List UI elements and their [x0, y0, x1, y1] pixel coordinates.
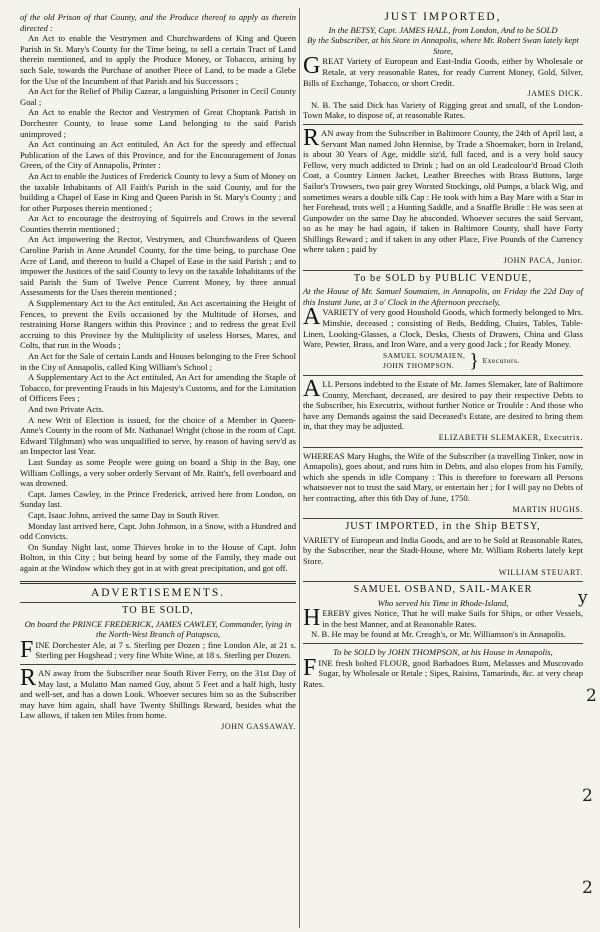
news-paragraph: A Supplementary Act to the Act entituled, An Act ascertaining the Height of Fences, to prevent the Evils occasioned by the Multitude of Horses, and restraining Horse Rangers within this Province ; and to redress the great Evil accruing to this Province by the Multiplicity of useless Horses, Mares, and Colts, that run in the Woods ;: [20, 298, 296, 351]
ad-body: [303, 53, 583, 88]
ad-heading: To be SOLD by JOHN THOMPSON, at his House in Annapolis,: [333, 647, 553, 658]
ad-intro: By the Subscriber, at his Store in Annapolis, where Mr. Robert Swan lately kept Store,: [307, 35, 579, 56]
margin-mark: 2: [586, 686, 597, 706]
news-paragraph: An Act to encourage the destroying of Squirrels and Crows in the several Counties therein mentioned ;: [20, 213, 296, 234]
news-paragraph: An Act for the Relief of Philip Cazear, a languishing Prisoner in Cecil County Goal ;: [20, 86, 296, 107]
news-paragraph: On Sunday Night last, some Thieves broke in to the House of Capt. John Bolton, in this City ; but being heard by some of the Family, they made out again at the Window which they got in at with great precipitation, and got off.: [20, 541, 296, 573]
ad-text: EREBY gives Notice, That he will make Sails for Ships, or other Vessels, in the best Manner, and at Reasonable Rates.: [322, 608, 583, 629]
left-column: [20, 12, 296, 733]
ad-note: N. B. The said Dick has Variety of Rigging great and small, of the London-Town Make, to dispose of, at reasonable Rates.: [303, 99, 583, 121]
news-paragraph: A Supplementary Act to the Act entituled, An Act for amending the Staple of Tobacco, for preventing Frauds in his Majesty's Customs, and for the Limitation of Officers Fees ;: [20, 372, 296, 404]
news-paragraph: An Act for the Sale of certain Lands and Houses belonging to the Free School in the City of Annapolis, called King William's School ;: [20, 351, 296, 372]
ad-body: [303, 124, 583, 255]
ad-note: N. B. He may be found at Mr. Creagh's, or Mr. Williamson's in Annapolis.: [311, 629, 566, 640]
news-paragraph: Capt. James Cawley, in the Prince Frederick, arrived here from London, on Sunday last.: [20, 488, 296, 510]
news-paragraph: Capt. Isaac Johns, arrived the same Day in South River.: [28, 509, 220, 520]
ad-signature: JOHN GASSAWAY.: [221, 722, 296, 731]
news-paragraph: Last Sunday as some People were going on board a Ship in the Bay, one William Collings, a very sober orderly Servant of Mr. Raitt's, fell overboard and was drowned.: [20, 456, 296, 489]
divider: [303, 124, 583, 125]
column-rule: [299, 8, 300, 928]
margin-mark: 2: [582, 878, 593, 898]
ad-intro: In the BETSY, Capt. JAMES HALL, from London, And to be SOLD: [328, 24, 558, 35]
ad-heading: SAMUEL OSBAND, SAIL-MAKER: [353, 584, 533, 596]
news-paragraph: And two Private Acts.: [28, 403, 104, 414]
news-paragraph: An Act continuing an Act entituled, An Act for the speedy and effectual Publication of the Laws of this Province, and for the Encouragement of Jonas Green, of the City of Annapolis, Printer :: [20, 139, 296, 171]
margin-mark: y: [578, 588, 588, 608]
divider: [303, 581, 583, 582]
executor-name: JOHN THOMPSON.: [383, 361, 455, 371]
executor-names: [303, 351, 465, 372]
ad-signature: ELIZABETH SLEMAKER, Executrix.: [438, 432, 583, 442]
executors-label: Executors.: [482, 356, 521, 366]
news-paragraph: An Act to enable the Rector and Vestrymen of Great Choptank Parish in Dorchester County, to lease some Land belonging to the said Parish unimproved ;: [20, 107, 296, 139]
ad-heading: TO BE SOLD,: [122, 605, 194, 617]
ad-heading: JUST IMPORTED,: [384, 11, 502, 23]
margin-mark: 2: [582, 786, 593, 806]
divider: [303, 518, 583, 519]
divider: [20, 602, 296, 603]
drop-cap: G: [303, 53, 321, 80]
ad-text: REAT Variety of European and East-India Goods, either by Wholesale or Retale, at very reasonable Rates, for ready Current Money, Gold, Silver, Bills of Exchange, Tobacco, or short Credit.: [303, 56, 583, 88]
ad-body: [20, 636, 296, 663]
ad-heading: JUST IMPORTED, in the Ship BETSY,: [345, 521, 541, 533]
ad-body: [20, 665, 296, 721]
ad-body: [303, 376, 583, 432]
ad-body: [303, 654, 583, 690]
ad-signature: MARTIN HUGHS.: [512, 504, 583, 514]
drop-cap: F: [303, 654, 317, 681]
divider: [303, 375, 583, 376]
ad-body: VARIETY of European and India Goods, and are to be Sold at Reasonable Rates, by the Subscriber, near the Stadt-House, where Mr. William Roberts lately kept Store.: [303, 534, 583, 566]
ad-text: LL Persons indebted to the Estate of Mr. James Slemaker, late of Baltimore County, Merchant, deceased, are desired to pay their respective Debts to the Subscriber, his Executrix, without further Notice or Trouble : And those who have any Demands against the said Deceased's Estate, are desired to bring them in, that they may be adjusted.: [303, 379, 583, 432]
ad-body: [303, 304, 583, 350]
drop-cap: R: [303, 124, 320, 151]
ad-text: INE fresh bolted FLOUR, good Barbadoes Rum, Melasses and Muscovado Sugar, by Wholesale or Retale ; Sipes, Raisins, Tamarinds, &c. at very cheap Rates.: [303, 657, 583, 689]
drop-cap: F: [20, 636, 34, 663]
divider: [20, 664, 296, 665]
news-paragraph: An Act to enable the Vestrymen and Churchwardens of King and Queen Parish in St. Mary's County for the Time being, to sell a certain Tract of Land therein mentioned, and to apply the Produce Money, or Tobacco, arising by such Sale, towards the Purchase of another Piece of Land, to be made a Glebe for the Use of the Incumbent of that Parish and his Successors ;: [20, 33, 296, 86]
divider: [303, 643, 583, 644]
drop-cap: R: [20, 665, 37, 692]
ad-body: [303, 605, 583, 632]
drop-cap: A: [303, 376, 321, 402]
news-paragraph: A new Writ of Election is issued, for the choice of a Member in Queen-Anne's County in the room of Mr. Nathanael Wright (chose in the room of Capt. Edward Tilghman) who was unqualified to serve, by reason of having serv'd as an Inspector last Year.: [20, 414, 296, 457]
ad-heading: To be SOLD by PUBLIC VENDUE,: [353, 272, 533, 284]
ad-text: INE Dorchester Ale, at 7 s. Sterling per Dozen ; fine London Ale, at 21 s. Sterling per Hogshead ; very fine White Wine, at 18 s. Sterling per Dozen.: [35, 639, 296, 661]
divider: [303, 270, 583, 271]
ad-text: VARIETY of very good Houshold Goods, which formerly belonged to Mrs. Minshie, deceased ; consisting of Beds, Bedding, Chairs, Tables, Table-Linen, Looking-Glasses, a Clock, Desks, Chests of Drawers, China and Glass Ware, Pewter, Brass, and Iron Ware, and a very good Jack ; for Ready Money.: [303, 307, 583, 350]
ad-intro: On board the PRINCE FREDERICK, JAMES CAWLEY, Commander, lying in the North-West Branch of Patapsco,: [24, 618, 292, 640]
ad-text: AN away from the Subscriber in Baltimore County, the 24th of April last, a Servant Man named John Hennise, by Trade a Shoemaker, born in Ireland, is about 30 Years of Age, middle siz'd, full faced, and is a very bold saucy Fellow, very much addicted to Drink ; had on an old Leadcolour'd Broad Cloth Coat, a Country Linnen Jacket, Leather Breeches with Brass Buttons, large Sailor's Trowsers, two pair grey Worsted Stockings, old Pumps, a black Wig, and sometimes wears a double silk Cap : He took with him a Bay Mare with a Star in her Forehead, trots well ; a Hunting Saddle, and a Snaffle Bridle : He was seen at Gunpowder on the same Day he absconded. Whoever secures the said Servant, so as he may be had again, if taken in Baltimore County, shall have Forty Shillings Reward ; and if taken in any other Place, Five Pounds of the Currency where taken ; paid by: [303, 127, 583, 255]
ad-signature: WILLIAM STEUART.: [498, 567, 583, 577]
ad-body: WHEREAS Mary Hughs, the Wife of the Subscriber (a travelling Tinker, now in Annapolis), goes about, and runs him in Debts, and also elopes from his Family, which she spends in idle Company : This is therefore to forewarn all Persons whatsoever not to trust the said Mary, or entertain her ; for I will pay no Debts of her contracting, after this 6th Day of June, 1750.: [303, 450, 583, 503]
right-column: [303, 12, 583, 689]
divider: [303, 447, 583, 448]
ad-intro: At the House of Mr. Samuel Soumaien, in Annapolis, on Friday the 22d Day of this Instant June, at 3 o' Clock in the Afternoon precisely,: [303, 286, 583, 307]
brace-glyph: }: [469, 350, 480, 373]
news-paragraph: An Act to enable the Justices of Frederick County to levy a Sum of Money on the taxable Inhabitants of All Faith's Parish in the said County, and for the building a Chapel of Ease in King and Queen Parish in St. Mary's County ; and for other Purposes therein mentioned ;: [20, 170, 296, 213]
drop-cap: H: [303, 605, 321, 632]
executors-signature: [303, 351, 583, 372]
news-paragraph: Monday last arrived here, Capt. John Johnson, in a Snow, with a Hundred and odd Convicts.: [20, 520, 296, 542]
ad-text: AN away from the Subscriber near South River Ferry, on the 31st Day of May last, a Mulatto Man named Guy, about 5 Feet and a half high, lusty and well-set, and has a down Look. Whoever secures him so as the Subscriber may have him again, shall have Twenty Shillings Reward, besides what the Law allows, if taken ten Miles from home.: [20, 668, 296, 721]
ad-intro: Who served his Time in Rhode-Island,: [377, 597, 509, 608]
news-paragraph: An Act impowering the Rector, Vestrymen, and Churchwardens of Queen Caroline Parish in Anne Arundel County, for the time being, to purchase One Acre of Land, and thereon to build a Chapel of Ease in the said Parish ; and to impower the Justices of the said County to levy on the taxable Inhabitants of the said Parish the Sum of Twelve Pence Current Money, by three annual Assessments for the Uses therein mentioned ;: [20, 234, 296, 298]
drop-cap: A: [303, 304, 321, 331]
advertisements-heading: ADVERTISEMENTS.: [90, 587, 226, 600]
ad-signature: JOHN PACA, Junior.: [503, 256, 583, 266]
section-divider: [20, 581, 296, 584]
news-paragraph: of the old Prison of that County, and the Produce thereof to apply as therein directed :: [20, 12, 296, 33]
ad-signature: JAMES DICK.: [527, 89, 583, 99]
executor-name: SAMUEL SOUMAIEN,: [383, 350, 466, 360]
